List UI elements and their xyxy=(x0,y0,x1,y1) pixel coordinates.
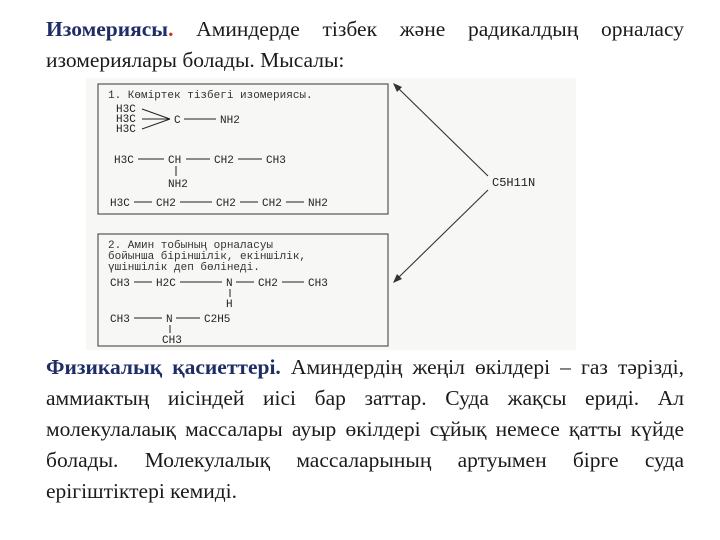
box1-l3-d: CH2 xyxy=(262,198,282,210)
box2-l1-n: N xyxy=(226,278,233,290)
box2-l1-h: H xyxy=(226,299,233,311)
box1-l1-group-b: H3C xyxy=(116,114,136,126)
box2-l1-c: CH2 xyxy=(258,278,278,290)
box1-l3-b: CH2 xyxy=(156,198,176,210)
box1-l2-c: CH2 xyxy=(214,155,234,167)
isomerism-paragraph xyxy=(46,14,684,76)
box1-title: 1. Көміртек тізбегі изомериясы. xyxy=(108,90,313,102)
box1-l2-a: H3C xyxy=(114,155,134,167)
physical-heading: Физикалық қасиеттері. xyxy=(46,355,281,379)
box2-l1-d: CH3 xyxy=(308,278,328,290)
box1-l3-e: NH2 xyxy=(308,198,328,210)
box1-l2-b: CH xyxy=(168,155,182,167)
box2-l1-a: CH3 xyxy=(110,278,130,290)
box1-l3-c: CH2 xyxy=(216,198,236,210)
box2-l2-a: CH3 xyxy=(110,314,130,326)
formula-label: C5H11N xyxy=(492,176,536,190)
box1-l1-center: C xyxy=(174,115,181,127)
isomerism-text: Аминдерде тізбек және радикалдың орналасу изомериялары болады. Мысалы: xyxy=(46,17,684,72)
physical-text: Аминдердің жеңіл өкілдері – газ тәрізді, аммиактың иісіндей иісі бар заттар. Суда жақсы ериді. Ал молекулалаық массалары ауыр өкілдері сұйық немесе қатты күйде болады. Молекулалық массаларының артуымен бірге суда ерігіштіктері кемиді. xyxy=(46,355,685,503)
physical-properties-paragraph xyxy=(46,352,684,507)
isomerism-heading: Изомериясы xyxy=(46,17,169,41)
box2-l2-sub: CH3 xyxy=(162,335,182,347)
heading-dot: . xyxy=(168,17,174,41)
box1-l1-group-c: H3C xyxy=(116,124,136,136)
box2-l1-b: H2C xyxy=(156,278,176,290)
box1-l1-group-a: H3C xyxy=(116,104,136,116)
box1-l1-end: NH2 xyxy=(220,115,240,127)
box2-l2-n: N xyxy=(166,314,173,326)
box2-title-2: бойынша біріншілік, екіншілік, xyxy=(108,251,307,263)
box1-l3-a: H3C xyxy=(110,198,130,210)
box1-l2-sub: NH2 xyxy=(168,179,188,191)
box1-l2-d: CH3 xyxy=(266,155,286,167)
box2-title-3: үшіншілік деп бөлінеді. xyxy=(108,262,260,274)
box2-title-1: 2. Амин тобының орналасуы xyxy=(108,240,274,252)
isomer-figure xyxy=(86,78,576,350)
box2-l2-c: C2H5 xyxy=(204,314,231,326)
